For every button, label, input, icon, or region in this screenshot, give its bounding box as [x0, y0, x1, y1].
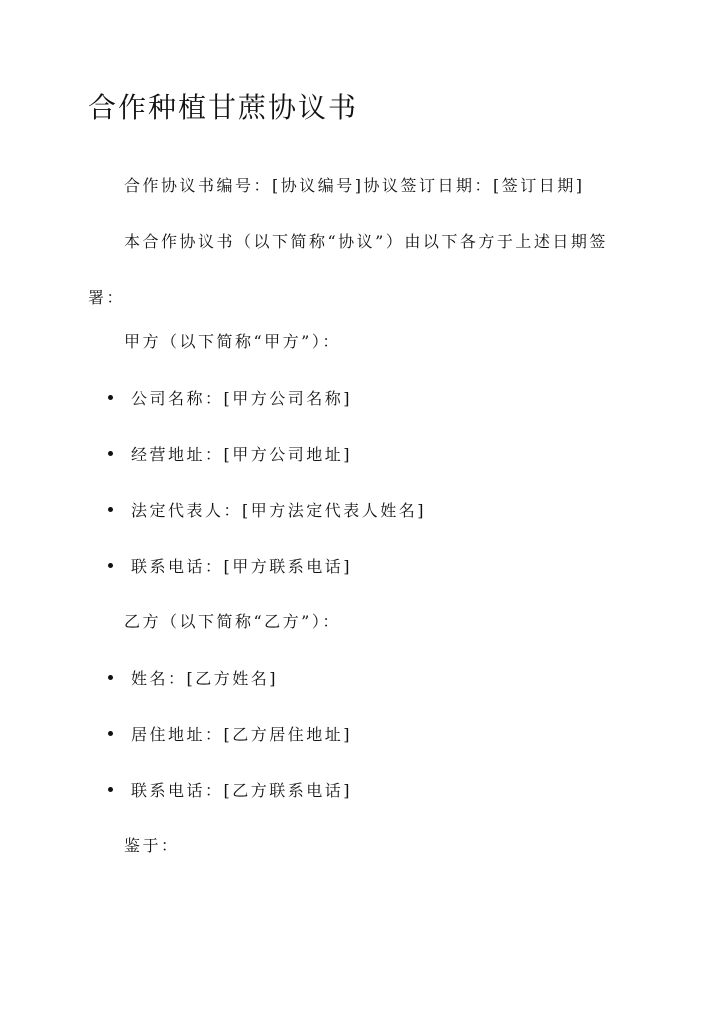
- list-item-text: 公司名称：[甲方公司名称]: [131, 389, 352, 408]
- list-item-text: 法定代表人：[甲方法定代表人姓名]: [131, 501, 426, 520]
- bullet-icon: [108, 731, 113, 736]
- party-b-item-name: [108, 666, 278, 689]
- list-item-text: 联系电话：[乙方联系电话]: [131, 781, 352, 800]
- party-a-item-phone: [108, 554, 352, 577]
- bullet-icon: [108, 451, 113, 456]
- intro-paragraph: 本合作协议书（以下简称“协议”）由以下各方于上述日期签署：: [88, 232, 608, 307]
- party-a-heading: 甲方（以下简称“甲方”）：: [124, 332, 341, 351]
- list-item-text: 联系电话：[甲方联系电话]: [131, 557, 352, 576]
- party-b-heading: 乙方（以下简称“乙方”）：: [124, 612, 341, 631]
- bullet-icon: [108, 563, 113, 568]
- party-b-item-phone: [108, 778, 352, 801]
- party-b-item-address: [108, 722, 352, 745]
- list-item-text: 经营地址：[甲方公司地址]: [131, 445, 352, 464]
- bullet-icon: [108, 507, 113, 512]
- bullet-icon: [108, 395, 113, 400]
- list-item-text: 居住地址：[乙方居住地址]: [131, 725, 352, 744]
- document-title: 合作种植甘蔗协议书: [88, 91, 359, 124]
- party-a-item-company-name: [108, 386, 352, 409]
- whereas-heading: 鉴于：: [124, 836, 180, 855]
- bullet-icon: [108, 675, 113, 680]
- party-a-item-legal-rep: [108, 498, 426, 521]
- party-a-item-address: [108, 442, 352, 465]
- list-item-text: 姓名：[乙方姓名]: [131, 669, 278, 688]
- bullet-icon: [108, 787, 113, 792]
- agreement-number-and-date: 合作协议书编号：[协议编号]协议签订日期：[签订日期]: [124, 176, 585, 195]
